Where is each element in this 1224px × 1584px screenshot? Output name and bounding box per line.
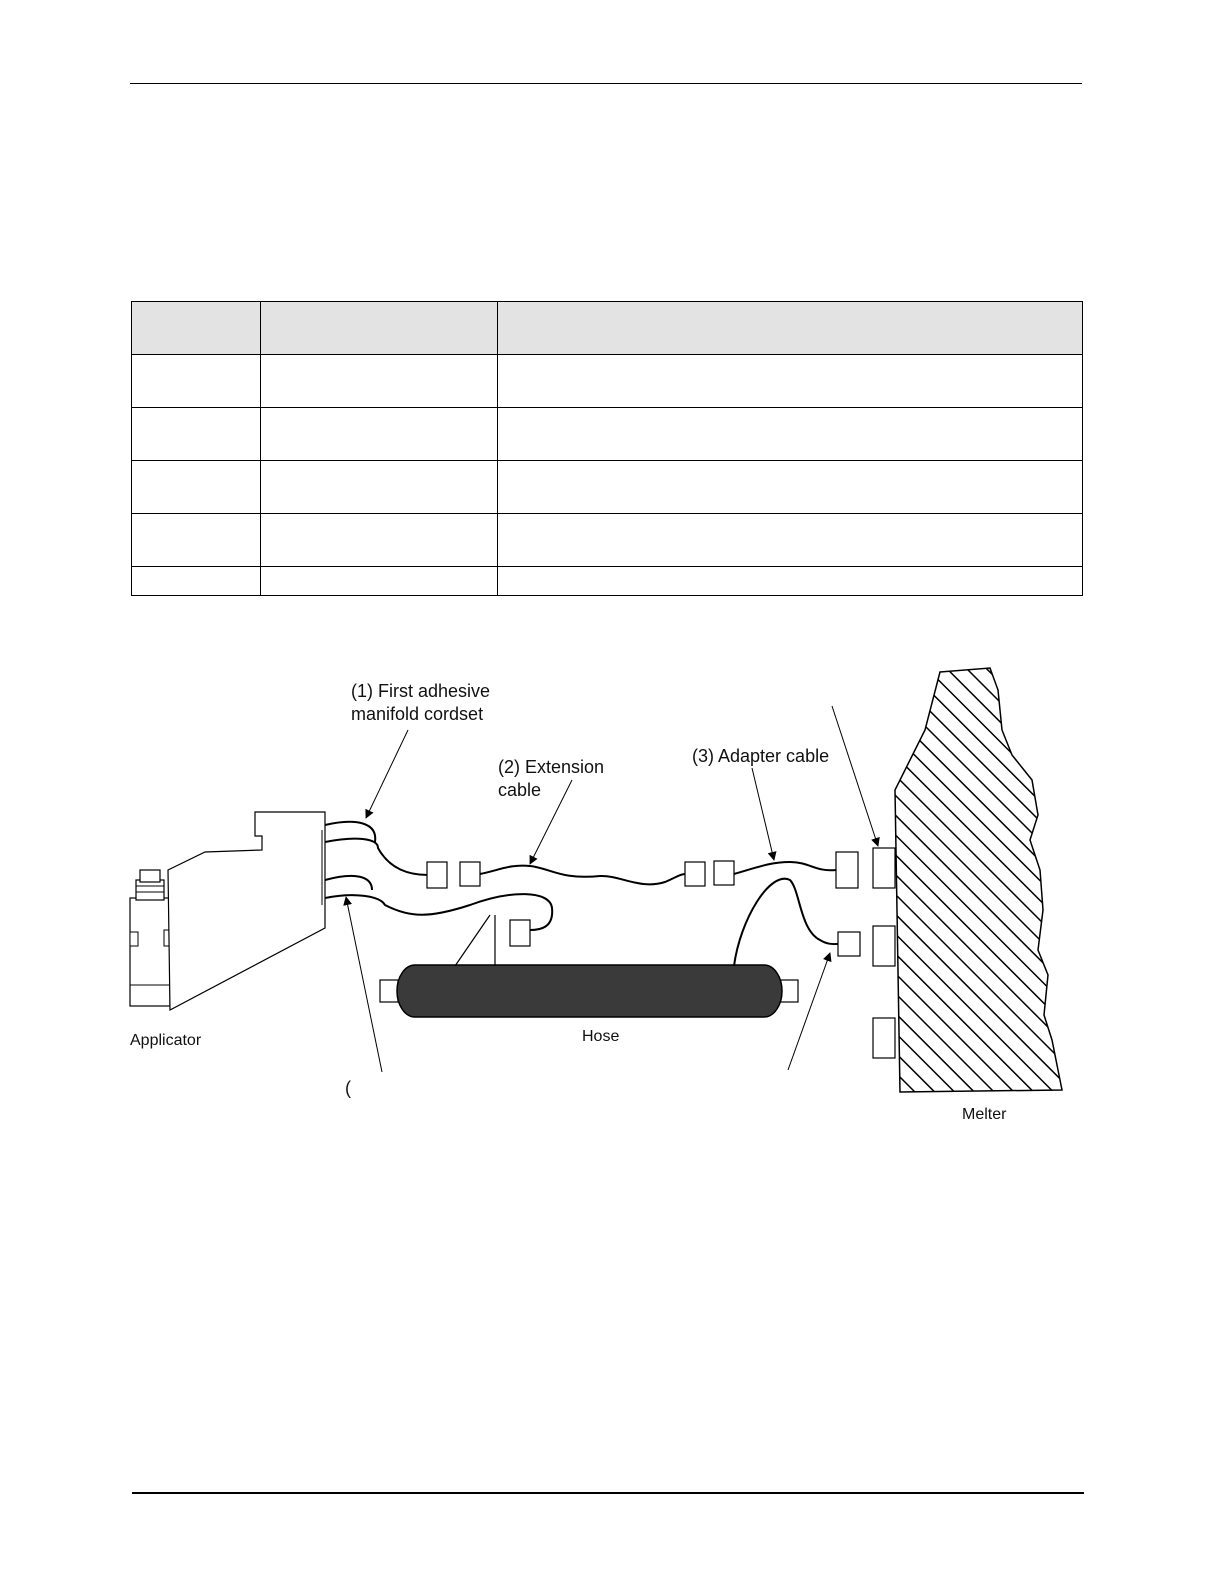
table-row [132,461,1083,514]
extension-connector [460,862,480,886]
label-applicator: Applicator [130,1032,202,1049]
melter-body [895,668,1062,1092]
table-row [132,408,1083,461]
table-header-cell [261,302,498,355]
table-cell [261,408,498,461]
melter-port [873,1018,895,1058]
table-cell [261,461,498,514]
table-row [132,567,1083,596]
table-header-row [132,302,1083,355]
table-cell [498,355,1083,408]
extension-cable [480,866,685,885]
spec-table [131,301,1083,596]
label-adapter: (3) Adapter cable [692,746,830,766]
hose-body [397,965,782,1017]
label-melter: Melter [962,1106,1007,1123]
cordset-connector [510,920,530,946]
label-cordset-line1: (1) First adhesive [351,681,491,701]
table-cell [261,355,498,408]
table-cell [261,514,498,567]
melter-port [873,848,895,888]
applicator [130,812,325,1010]
melter-port [873,926,895,966]
table-cell [132,355,261,408]
label-extension-line1: (2) Extension [498,757,605,777]
footer-rule [132,1492,1084,1494]
table-cell [498,567,1083,596]
table-cell [132,567,261,596]
extension-connector [685,862,705,886]
hose-cable [734,879,838,966]
adapter-connector [836,852,858,888]
table-cell [498,461,1083,514]
adapter-connector [714,861,734,885]
table-cell [261,567,498,596]
table-row [132,514,1083,567]
label-hose: Hose [582,1028,620,1045]
label-bottom-paren: ( [345,1078,351,1098]
hose-connector [838,932,860,956]
label-extension-line2: cable [498,780,542,800]
table-cell [498,408,1083,461]
label-cordset-line2: manifold cordset [351,704,484,724]
table-cell [132,408,261,461]
header-rule [130,83,1082,84]
table-cell [132,461,261,514]
table-header-cell [132,302,261,355]
adapter-cable [734,862,836,874]
cordset-connector [427,862,447,888]
table-cell [498,514,1083,567]
table-row [132,355,1083,408]
cable-connection-diagram [0,640,1224,1140]
hose-end-fitting [380,980,398,1002]
table-header-cell [498,302,1083,355]
table-cell [132,514,261,567]
